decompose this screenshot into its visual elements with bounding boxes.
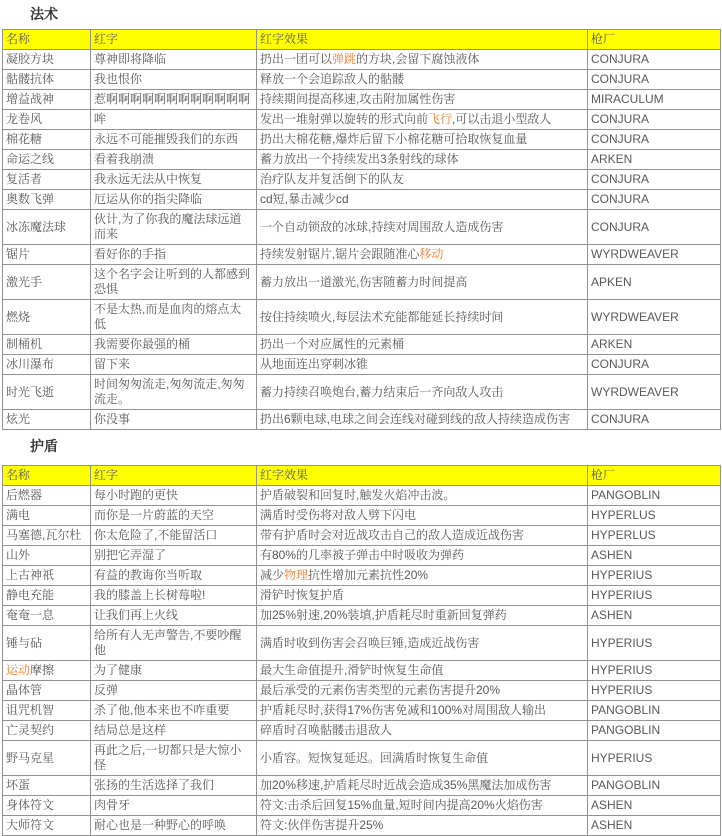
cell-name (3, 300, 91, 335)
plain-text: 从地面连出穿刺冰锥 (260, 357, 369, 371)
cell-manufacturer: ASHEN (588, 546, 721, 566)
cell-name (3, 566, 91, 586)
plain-text: 你没事 (94, 412, 131, 426)
cell-red-effect (257, 210, 588, 245)
table-row (3, 355, 721, 375)
plain-text: 肉骨牙 (94, 798, 131, 812)
plain-text: 冰冻魔法球 (6, 219, 67, 234)
plain-text: 晶体管 (6, 683, 43, 697)
cell-red-text (91, 170, 257, 190)
cell-manufacturer: PANGOBLIN (588, 776, 721, 796)
plain-text: 上古神祇 (6, 568, 55, 582)
cell-red-text (91, 130, 257, 150)
table-header-row (3, 466, 721, 486)
cell-manufacturer: ARKEN (588, 150, 721, 170)
cell-red-effect (257, 721, 588, 741)
cell-manufacturer: ASHEN (588, 816, 721, 836)
plain-text: 山外 (6, 548, 31, 562)
plain-text: 诅咒机智 (6, 703, 55, 717)
table-row (3, 170, 721, 190)
plain-text: 护盾耗尽时,获得17%伤害免减和100%对周围敌人输出 (260, 703, 547, 717)
cell-manufacturer: MIRACULUM (588, 90, 721, 110)
cell-name (3, 701, 91, 721)
cell-red-effect (257, 90, 588, 110)
plain-text: 小盾容。短恢复延迟。回满盾时恢复生命值 (260, 750, 489, 765)
plain-text: 奄奄一息 (6, 608, 55, 622)
table-row (3, 335, 721, 355)
plain-text: cd短,暴击减少cd (260, 192, 349, 206)
cell-red-text (91, 661, 257, 681)
cell-red-text (91, 210, 257, 245)
cell-name (3, 375, 91, 410)
plain-text: 减少 (260, 568, 285, 582)
cell-manufacturer: HYPERLUS (588, 506, 721, 526)
plain-text: 扔出6颗电球,电球之间会连线对碰到线的敌人持续造成伤害 (260, 412, 571, 426)
table-row (3, 90, 721, 110)
plain-text: 治疗队友并复活倒下的队友 (260, 172, 405, 186)
cell-red-text (91, 776, 257, 796)
table-row (3, 375, 721, 410)
cell-manufacturer: CONJURA (588, 170, 721, 190)
highlight-text: 运动 (6, 663, 31, 677)
cell-name (3, 265, 91, 300)
cell-manufacturer: CONJURA (588, 110, 721, 130)
cell-name (3, 150, 91, 170)
plain-text: 耐心也是一种野心的呼唤 (94, 818, 227, 832)
column-header-name: 名称 (3, 466, 91, 486)
plain-text: 制桶机 (6, 337, 43, 351)
cell-name (3, 546, 91, 566)
cell-red-effect (257, 50, 588, 70)
cell-manufacturer: PANGOBLIN (588, 701, 721, 721)
plain-text: 炫光 (6, 412, 31, 426)
plain-text: 给所有人无声警告,不要吵醒他 (94, 628, 242, 657)
cell-manufacturer: PANGOBLIN (588, 721, 721, 741)
plain-text: 而你是一片蔚蓝的天空 (94, 508, 215, 522)
plain-text: 激光手 (6, 274, 43, 289)
cell-name (3, 606, 91, 626)
cell-name (3, 681, 91, 701)
column-header-red-text: 红字 (91, 30, 257, 50)
table-row (3, 721, 721, 741)
cell-red-effect (257, 70, 588, 90)
plain-text: 满盾时受伤将对敌人劈下闪电 (260, 508, 417, 522)
cell-manufacturer: CONJURA (588, 190, 721, 210)
cell-name (3, 526, 91, 546)
table-row (3, 566, 721, 586)
plain-text: 带有护盾时会对近战攻击自己的敌人造成近战伤害 (260, 528, 525, 542)
plain-text: 张扬的生活选择了我们 (94, 778, 215, 792)
plain-text: 满电 (6, 508, 31, 522)
plain-text: 一个自动锁敌的冰球,持续对周围敌人造成伤害 (260, 219, 504, 234)
cell-red-effect (257, 796, 588, 816)
cell-red-text (91, 506, 257, 526)
cell-red-effect (257, 816, 588, 836)
plain-text: 马塞德,瓦尔杜 (6, 528, 82, 542)
cell-red-effect (257, 355, 588, 375)
cell-red-effect (257, 606, 588, 626)
cell-name (3, 741, 91, 776)
table-row (3, 816, 721, 836)
plain-text: 持续发射锯片,锯片会跟随准心 (260, 247, 420, 261)
plain-text: 我的膝盖上长树莓啦! (94, 588, 206, 602)
cell-red-effect (257, 526, 588, 546)
table-row (3, 210, 721, 245)
plain-text: 永远不可能摧毁我们的东西 (94, 132, 239, 146)
cell-red-effect (257, 375, 588, 410)
table-row (3, 410, 721, 430)
spells-table (2, 29, 721, 430)
cell-red-text (91, 190, 257, 210)
table-row (3, 300, 721, 335)
plain-text: 蓄力持续召唤炮台,蓄力结束后一齐向敌人攻击 (260, 384, 504, 399)
plain-text: 惹啊啊啊啊啊啊啊啊啊啊啊啊 (94, 92, 251, 106)
plain-text: 冰川瀑布 (6, 357, 55, 371)
table-row (3, 526, 721, 546)
column-header-name: 名称 (3, 30, 91, 50)
table-row (3, 796, 721, 816)
plain-text: 每小时跑的更快 (94, 488, 179, 502)
plain-text: 再此之后,一切都只是大惊小怪 (94, 743, 242, 772)
plain-text: 反弹 (94, 683, 119, 697)
cell-name (3, 190, 91, 210)
cell-red-effect (257, 626, 588, 661)
plain-text: 后燃器 (6, 488, 43, 502)
cell-red-effect (257, 265, 588, 300)
cell-name (3, 130, 91, 150)
cell-manufacturer: HYPERIUS (588, 586, 721, 606)
cell-red-effect (257, 335, 588, 355)
plain-text: 护盾破裂和回复时,触发火焰冲击波。 (260, 488, 456, 502)
plain-text: 这个名字会让听到的人都感到恐惧 (94, 267, 251, 296)
cell-red-effect (257, 741, 588, 776)
plain-text: 最大生命值提升,滑铲时恢复生命值 (260, 663, 444, 677)
plain-text: 坏蛋 (6, 778, 31, 792)
cell-manufacturer: CONJURA (588, 70, 721, 90)
cell-red-text (91, 721, 257, 741)
cell-manufacturer: WYRDWEAVER (588, 375, 721, 410)
cell-red-text (91, 110, 257, 130)
cell-red-text (91, 300, 257, 335)
plain-text: 厄运从你的指尖降临 (94, 192, 203, 206)
cell-red-text (91, 90, 257, 110)
cell-red-effect (257, 130, 588, 150)
cell-name (3, 661, 91, 681)
cell-red-text (91, 375, 257, 410)
cell-name (3, 90, 91, 110)
cell-manufacturer: PANGOBLIN (588, 486, 721, 506)
cell-manufacturer: HYPERIUS (588, 626, 721, 661)
cell-red-text (91, 245, 257, 265)
cell-manufacturer: APKEN (588, 265, 721, 300)
plain-text: 龙卷风 (6, 112, 43, 126)
plain-text: 棉花糖 (6, 132, 43, 146)
highlight-text: 物理 (284, 568, 309, 582)
highlight-text: 弹跳 (332, 52, 357, 66)
plain-text: 蓄力放出一个持续发出3条射线的球体 (260, 152, 459, 166)
plain-text: 持续期间提高移速,攻击附加属性伤害 (260, 92, 456, 106)
plain-text: 哞 (94, 112, 107, 126)
table-row (3, 265, 721, 300)
cell-red-effect (257, 486, 588, 506)
table-row (3, 681, 721, 701)
table-row (3, 150, 721, 170)
cell-name (3, 110, 91, 130)
table-row (3, 245, 721, 265)
cell-red-text (91, 626, 257, 661)
table-row (3, 130, 721, 150)
plain-text: 时光飞逝 (6, 384, 55, 399)
cell-manufacturer: CONJURA (588, 130, 721, 150)
plain-text: 按住持续喷火,每层法术充能都能延长持续时间 (260, 309, 504, 324)
cell-red-text (91, 70, 257, 90)
section-title-shields: 护盾 (30, 438, 58, 454)
cell-red-text (91, 606, 257, 626)
plain-text: 时间匆匆流走,匆匆流走,匆匆流走。 (94, 377, 245, 406)
plain-text: 凝胶方块 (6, 52, 55, 66)
cell-manufacturer: CONJURA (588, 50, 721, 70)
cell-manufacturer: ASHEN (588, 606, 721, 626)
cell-red-text (91, 526, 257, 546)
plain-text: 加25%射速,20%装填,护盾耗尽时重新回复弹药 (260, 608, 507, 622)
cell-red-effect (257, 586, 588, 606)
cell-name (3, 586, 91, 606)
plain-text: 扔出大棉花糖,爆炸后留下小棉花糖可拾取恢复血量 (260, 132, 528, 146)
cell-name (3, 816, 91, 836)
plain-text: 结局总是这样 (94, 723, 167, 737)
section-title-spells: 法术 (30, 6, 58, 22)
column-header-manufacturer: 枪厂 (588, 30, 721, 50)
plain-text: ,可以击退小型敌人 (452, 112, 552, 126)
table-row (3, 190, 721, 210)
cell-red-effect (257, 300, 588, 335)
plain-text: 看着我崩溃 (94, 152, 155, 166)
cell-manufacturer: ASHEN (588, 796, 721, 816)
cell-name (3, 335, 91, 355)
cell-red-text (91, 586, 257, 606)
plain-text: 不是太热,而是血肉的熔点太低 (94, 302, 242, 331)
plain-text: 大师符文 (6, 818, 55, 832)
cell-red-text (91, 681, 257, 701)
column-header-red-effect: 红字效果 (257, 466, 588, 486)
table-row (3, 626, 721, 661)
cell-manufacturer: CONJURA (588, 355, 721, 375)
plain-text: 骷髅抗体 (6, 72, 55, 86)
plain-text: 摩擦 (30, 663, 55, 677)
table-row (3, 486, 721, 506)
cell-red-text (91, 816, 257, 836)
plain-text: 别把它弄湿了 (94, 548, 167, 562)
cell-name (3, 50, 91, 70)
cell-red-text (91, 701, 257, 721)
cell-red-effect (257, 110, 588, 130)
cell-red-text (91, 486, 257, 506)
table-row (3, 606, 721, 626)
plain-text: 扔出一团可以 (260, 52, 333, 66)
plain-text: 尊神即将降临 (94, 52, 167, 66)
plain-text: 锤与砧 (6, 635, 43, 650)
plain-text: 满盾时收到伤害会召唤巨锤,造成近战伤害 (260, 635, 480, 650)
plain-text: 有80%的几率被子弹击中时吸收为弹药 (260, 548, 465, 562)
cell-red-text (91, 265, 257, 300)
plain-text: 奥数飞弹 (6, 192, 55, 206)
highlight-text: 飞行 (428, 112, 453, 126)
plain-text: 杀了他,他本来也不咋重要 (94, 703, 230, 717)
table-row (3, 50, 721, 70)
cell-red-effect (257, 170, 588, 190)
plain-text: 抗性增加元素抗性20% (308, 568, 429, 582)
cell-red-text (91, 410, 257, 430)
plain-text: 让我们再上火线 (94, 608, 179, 622)
cell-name (3, 486, 91, 506)
cell-manufacturer: ARKEN (588, 335, 721, 355)
cell-name (3, 245, 91, 265)
plain-text: 加20%移速,护盾耗尽时近战会造成35%黑魔法加成伤害 (260, 778, 552, 792)
table-row (3, 661, 721, 681)
cell-red-text (91, 546, 257, 566)
plain-text: 释放一个会追踪敌人的骷髅 (260, 72, 405, 86)
cell-red-text (91, 335, 257, 355)
cell-name (3, 410, 91, 430)
plain-text: 看好你的手指 (94, 247, 167, 261)
cell-red-text (91, 566, 257, 586)
cell-red-text (91, 796, 257, 816)
cell-manufacturer: HYPERIUS (588, 566, 721, 586)
cell-manufacturer: WYRDWEAVER (588, 300, 721, 335)
plain-text: 的方块,会留下腐蚀液体 (356, 52, 480, 66)
plain-text: 扔出一个对应属性的元素桶 (260, 337, 405, 351)
plain-text: 碎盾时召唤骷髅击退敌人 (260, 723, 393, 737)
cell-red-effect (257, 150, 588, 170)
cell-red-text (91, 50, 257, 70)
plain-text: 我需要你最强的桶 (94, 337, 191, 351)
plain-text: 我永远无法从中恢复 (94, 172, 203, 186)
plain-text: 亡灵契约 (6, 723, 55, 737)
plain-text: 符文:伙伴伤害提升25% (260, 818, 384, 832)
plain-text: 增益战神 (6, 92, 55, 106)
cell-red-effect (257, 245, 588, 265)
plain-text: 伙计,为了你我的魔法球远道而来 (94, 212, 242, 241)
plain-text: 静电充能 (6, 588, 55, 602)
cell-name (3, 776, 91, 796)
column-header-red-text: 红字 (91, 466, 257, 486)
cell-name (3, 796, 91, 816)
table-row (3, 506, 721, 526)
table-header-row (3, 30, 721, 50)
plain-text: 符文:击杀后回复15%血量,短时间内提高20%火焰伤害 (260, 798, 543, 812)
cell-manufacturer: WYRDWEAVER (588, 245, 721, 265)
cell-name (3, 626, 91, 661)
cell-manufacturer: CONJURA (588, 410, 721, 430)
plain-text: 留下来 (94, 357, 131, 371)
column-header-red-effect: 红字效果 (257, 30, 588, 50)
cell-red-text (91, 741, 257, 776)
cell-red-effect (257, 410, 588, 430)
cell-red-effect (257, 661, 588, 681)
plain-text: 命运之线 (6, 152, 55, 166)
cell-manufacturer: HYPERIUS (588, 661, 721, 681)
cell-manufacturer: CONJURA (588, 210, 721, 245)
cell-name (3, 170, 91, 190)
plain-text: 燃烧 (6, 309, 31, 324)
column-header-manufacturer: 枪厂 (588, 466, 721, 486)
plain-text: 我也恨你 (94, 72, 143, 86)
cell-red-text (91, 150, 257, 170)
cell-name (3, 210, 91, 245)
shields-table (2, 465, 721, 836)
plain-text: 你太危险了,不能留活口 (94, 528, 218, 542)
cell-manufacturer: HYPERIUS (588, 741, 721, 776)
plain-text: 锯片 (6, 247, 31, 261)
table-row (3, 546, 721, 566)
table-row (3, 586, 721, 606)
cell-red-effect (257, 701, 588, 721)
table-row (3, 70, 721, 90)
plain-text: 野马克星 (6, 750, 55, 765)
table-row (3, 776, 721, 796)
cell-red-effect (257, 566, 588, 586)
cell-red-effect (257, 546, 588, 566)
plain-text: 蓄力放出一道激光,伤害随蓄力时间提高 (260, 274, 468, 289)
cell-name (3, 355, 91, 375)
plain-text: 发出一堆射弹以旋转的形式向前 (260, 112, 429, 126)
plain-text: 为了健康 (94, 663, 143, 677)
plain-text: 有益的教诲你当听取 (94, 568, 203, 582)
table-row (3, 110, 721, 130)
highlight-text: 移动 (419, 247, 444, 261)
plain-text: 复活者 (6, 172, 43, 186)
cell-red-effect (257, 681, 588, 701)
plain-text: 身体符文 (6, 798, 55, 812)
cell-manufacturer: HYPERLUS (588, 526, 721, 546)
table-row (3, 741, 721, 776)
cell-name (3, 506, 91, 526)
cell-red-text (91, 355, 257, 375)
table-row (3, 701, 721, 721)
cell-red-effect (257, 506, 588, 526)
plain-text: 最后承受的元素伤害类型的元素伤害提升20% (260, 683, 501, 697)
cell-name (3, 70, 91, 90)
cell-red-effect (257, 190, 588, 210)
plain-text: 滑铲时恢复护盾 (260, 588, 345, 602)
cell-name (3, 721, 91, 741)
cell-red-effect (257, 776, 588, 796)
cell-manufacturer: HYPERIUS (588, 681, 721, 701)
